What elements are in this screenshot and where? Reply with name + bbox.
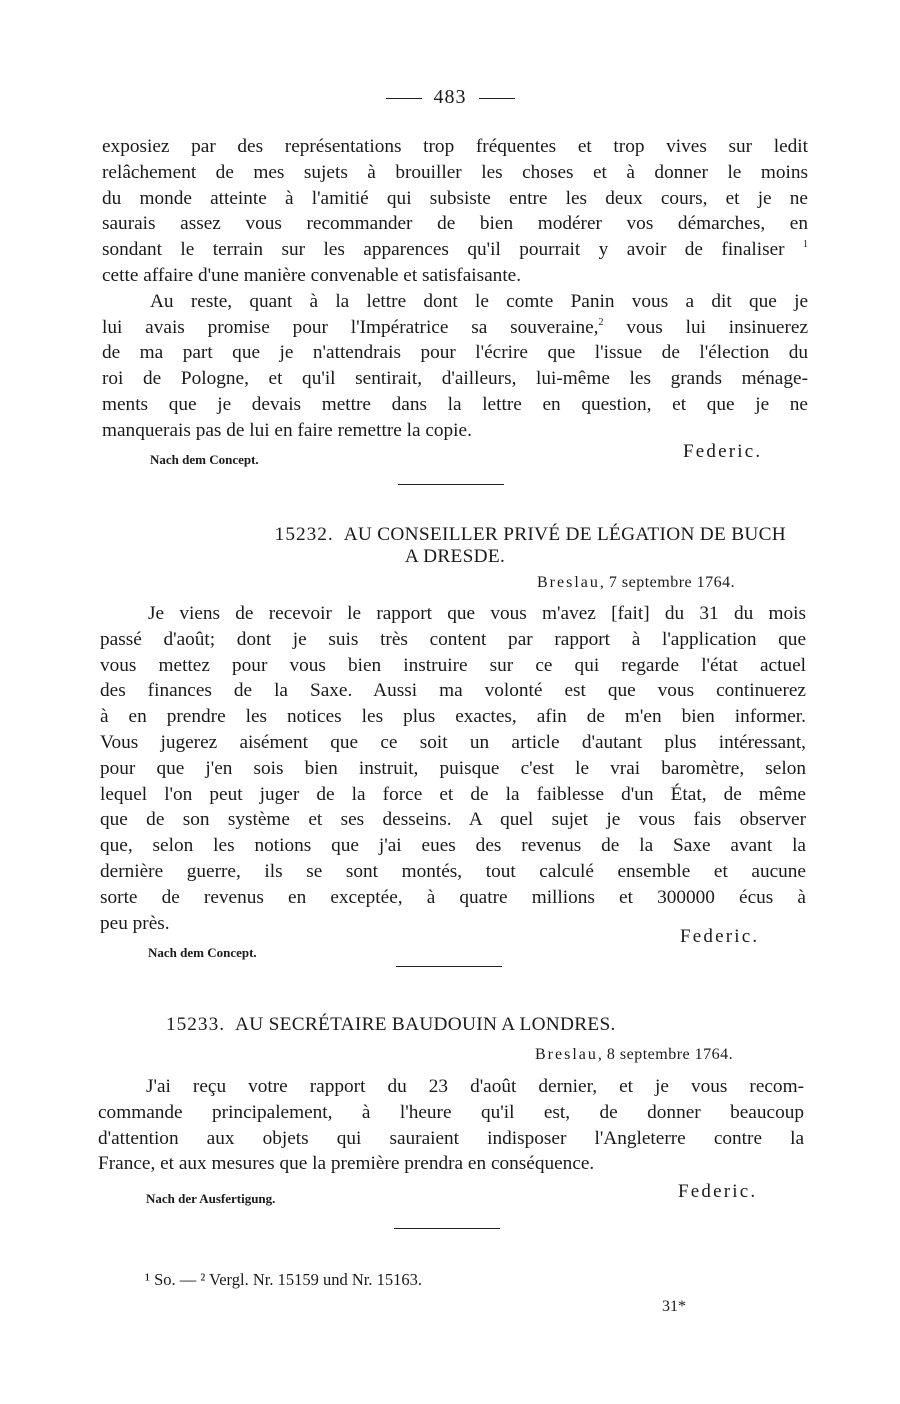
text-segment: sondant le terrain sur les apparences qu'il pourrait y avoir de finaliser: [102, 239, 785, 261]
dash-left: [386, 98, 422, 99]
text-line: [102, 315, 808, 341]
text-line: saurais assez vous recommander de bien modérer vos démarches, en: [102, 213, 808, 235]
signature: Federic.: [683, 441, 763, 462]
text-line: d'attention aux objets qui sauraient indisposer l'Angleterre contre la: [98, 1127, 804, 1149]
source-note: Nach dem Concept.: [150, 452, 259, 467]
source-note: Nach dem Concept.: [148, 945, 257, 960]
page-number-text: 483: [433, 86, 467, 108]
text-line: vous mettez pour vous bien instruire sur ce qui regarde l'état actuel: [100, 654, 806, 676]
date: , 8 septembre 1764.: [597, 1046, 734, 1063]
text-line: de ma part que je n'attendrais pour l'écrire que l'issue de l'élection du: [102, 342, 808, 364]
letter-heading: [102, 524, 808, 568]
text-segment: vous lui insinuerez: [626, 316, 808, 338]
letter-heading: [166, 1014, 806, 1036]
page-number: [0, 86, 900, 109]
text-line: roi de Pologne, et qu'il sentirait, d'ailleurs, lui-même les grands ménage-: [102, 368, 808, 390]
text-line: Au reste, quant à la lettre dont le comte Panin vous a dit que je: [150, 290, 808, 312]
text-line: passé d'août; dont je suis très content par rapport à l'application que: [100, 628, 806, 650]
text-line: Je viens de recevoir le rapport que vous m'avez [fait] du 31 du mois: [148, 603, 806, 624]
dateline: [537, 574, 735, 592]
text-line: commande principalement, à l'heure qu'il est, de donner beaucoup: [98, 1101, 804, 1123]
date: , 7 septembre 1764.: [599, 574, 736, 591]
heading-line-2: A DRESDE.: [404, 546, 506, 567]
text-line: cette affaire d'une manière convenable et satisfaisante.: [102, 264, 522, 286]
separator-rule: [394, 1228, 500, 1229]
heading-title: AU SECRÉTAIRE BAUDOUIN A LONDRES.: [235, 1014, 616, 1035]
dateline: [535, 1046, 733, 1064]
source-note: Nach der Ausfertigung.: [146, 1191, 276, 1206]
letter-15232-body: [100, 601, 806, 936]
text-line: exposiez par des représentations trop fréquentes et trop vives sur ledit: [102, 136, 808, 157]
text-line: France, et aux mesures que la première prendra en conséquence.: [98, 1153, 595, 1175]
letter-prev-body: [102, 134, 808, 444]
text-line: pour que j'en sois bien instruit, puisque c'est le vrai baromètre, selon: [100, 757, 806, 779]
text-line: [102, 237, 808, 263]
signature: Federic.: [678, 1181, 758, 1202]
heading-title: AU CONSEILLER PRIVÉ DE LÉGATION DE BUCH: [343, 524, 786, 545]
text-line: que de son système et ses desseins. A quel sujet je vous fais observer: [100, 809, 806, 831]
text-line: lequel l'on peut juger de la force et de la faiblesse d'un État, de même: [100, 783, 806, 805]
text-line: Vous jugerez aisément que ce soit un article d'autant plus intéressant,: [100, 731, 806, 753]
text-line: manquerais pas de lui en faire remettre la copie.: [102, 419, 472, 441]
place: Breslau: [537, 574, 600, 591]
text-segment: lui avais promise pour l'Impératrice sa souveraine,: [102, 316, 599, 338]
text-line: que, selon les notions que j'ai eues des revenus de la Saxe avant la: [100, 835, 806, 857]
separator-rule: [398, 484, 504, 485]
text-line: sorte de revenus en exceptée, à quatre millions et 300000 écus à: [100, 886, 806, 908]
text-line: du monde atteinte à l'amitié qui subsiste entre les deux cours, et je ne: [102, 187, 808, 209]
heading-line-1: [102, 524, 808, 546]
letter-number: 15233.: [166, 1014, 226, 1035]
separator-rule: [396, 966, 502, 967]
letter-number: 15232.: [274, 524, 334, 545]
text-line: J'ai reçu votre rapport du 23 d'août dernier, et je vous recom-: [146, 1076, 804, 1097]
text-line: relâchement de mes sujets à brouiller les choses et à donner le moins: [102, 161, 808, 183]
footnotes: ¹ So. — ² Vergl. Nr. 15159 und Nr. 15163.: [145, 1270, 422, 1289]
text-line: peu près.: [100, 912, 170, 934]
text-line: dernière guerre, ils se sont montés, tout calculé ensemble et aucune: [100, 860, 806, 882]
footnote-marker-1: 1: [803, 239, 808, 251]
place: Breslau: [535, 1046, 598, 1063]
text-line: à en prendre les notices les plus exactes, afin de m'en bien informer.: [100, 706, 806, 728]
dash-right: [479, 98, 515, 99]
text-line: ments que je devais mettre dans la lettre en question, et que je ne: [102, 393, 808, 415]
letter-15233-body: [98, 1074, 804, 1177]
sheet-signature-mark: 31*: [662, 1298, 686, 1315]
text-line: des finances de la Saxe. Aussi ma volonté est que vous continuerez: [100, 680, 806, 702]
footnote-marker-2: 2: [598, 316, 604, 328]
signature: Federic.: [680, 926, 760, 947]
